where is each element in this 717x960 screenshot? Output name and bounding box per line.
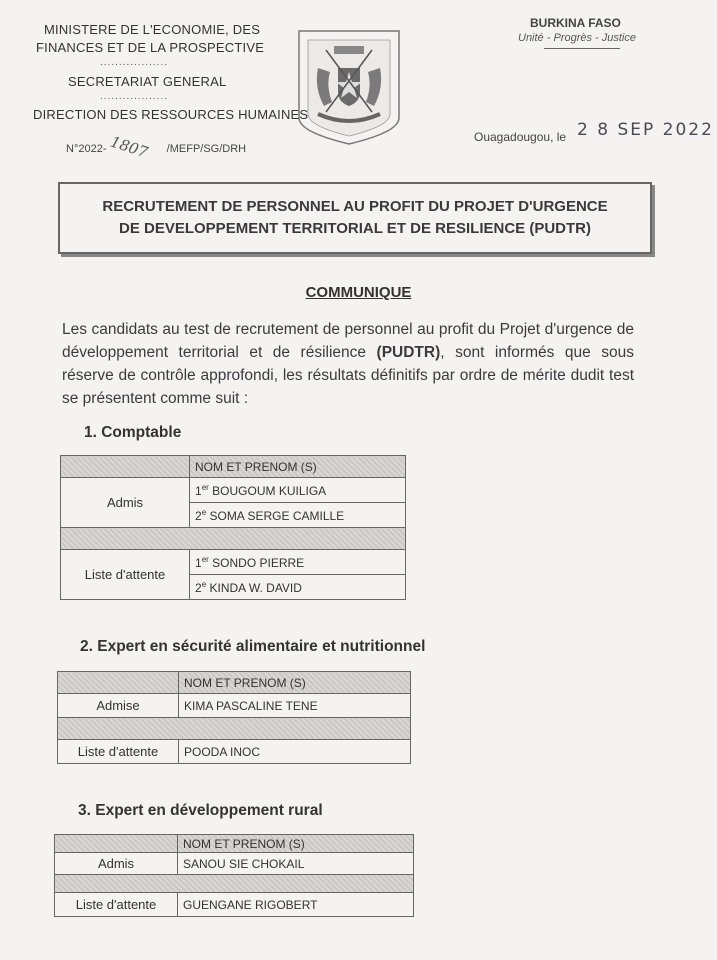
table-separator-row	[55, 875, 414, 893]
table-separator-row	[61, 528, 406, 550]
ref-prefix: N°2022-	[66, 143, 107, 155]
secretariat-label: SECRETARIAT GENERAL	[68, 74, 227, 89]
ministry-line-2: FINANCES ET DE LA PROSPECTIVE	[36, 40, 265, 55]
results-table	[57, 671, 411, 764]
rank-suffix: er	[201, 482, 209, 492]
table-header-blank	[61, 456, 190, 478]
country-name: BURKINA FASO	[530, 16, 621, 30]
candidate-row	[190, 550, 406, 575]
intro-text-2: , sont informés que sous réserve de contrôle approfondi, les résultats définitifs par ordre de mérite dudit test se présentent comme suit :	[62, 344, 634, 407]
rank-suffix: e	[201, 579, 207, 589]
candidate-name: SOMA SERGE CAMILLE	[206, 508, 345, 523]
category-label: Admise	[58, 694, 179, 718]
candidate-row	[190, 478, 406, 503]
results-table	[60, 455, 406, 600]
candidate-name: SONDO PIERRE	[208, 555, 305, 570]
motto: Unité - Progrès - Justice	[518, 32, 636, 44]
separator-dots: ..................	[100, 91, 169, 102]
rank-suffix: e	[201, 507, 207, 517]
column-header: NOM ET PRENOM (S)	[190, 456, 406, 478]
candidate-rank: 1	[195, 483, 202, 498]
table-header-blank	[58, 672, 179, 694]
category-label: Admis	[55, 853, 178, 875]
candidate-name: KIMA PASCALINE TENE	[179, 694, 411, 718]
candidate-row	[190, 503, 406, 528]
candidate-name: BOUGOUM KUILIGA	[208, 483, 327, 498]
category-label: Liste d'attente	[55, 893, 178, 917]
column-header: NOM ET PRENOM (S)	[179, 672, 411, 694]
candidate-name: GUENGANE RIGOBERT	[178, 893, 414, 917]
section-title: 1. Comptable	[84, 424, 182, 441]
table-header-blank	[55, 835, 178, 853]
candidate-name: KINDA W. DAVID	[206, 580, 302, 595]
category-label: Admis	[61, 478, 190, 528]
separator-dots: ..................	[100, 57, 169, 68]
section-title: 2. Expert en sécurité alimentaire et nutritionnel	[80, 638, 426, 655]
communique-heading: COMMUNIQUE	[305, 284, 412, 301]
section-title: 3. Expert en développement rural	[78, 802, 323, 819]
title-line-2: DE DEVELOPPEMENT TERRITORIAL ET DE RESILIENCE (PUDTR)	[119, 220, 591, 237]
coat-of-arms	[296, 28, 402, 146]
table-separator-row	[58, 718, 411, 740]
candidate-name: POODA INOC	[179, 740, 411, 764]
intro-acronym: (PUDTR)	[376, 344, 441, 361]
rank-suffix: er	[201, 554, 209, 564]
results-table	[54, 834, 414, 917]
ref-suffix: /MEFP/SG/DRH	[166, 143, 247, 155]
intro-paragraph	[62, 318, 634, 410]
candidate-row	[190, 575, 406, 600]
candidate-rank: 2	[195, 508, 202, 523]
ministry-line-1: MINISTERE DE L'ECONOMIE, DES	[44, 22, 261, 37]
date-stamp: 2 8 SEP 2022	[577, 120, 714, 140]
candidate-rank: 1	[195, 555, 202, 570]
motto-underline	[544, 48, 620, 49]
category-label: Liste d'attente	[58, 740, 179, 764]
direction-label: DIRECTION DES RESSOURCES HUMAINES	[33, 107, 309, 122]
reference-number	[66, 132, 247, 162]
candidate-name: SANOU SIE CHOKAIL	[178, 853, 414, 875]
title-line-1: RECRUTEMENT DE PERSONNEL AU PROFIT DU PROJET D'URGENCE	[102, 198, 608, 215]
category-label: Liste d'attente	[61, 550, 190, 600]
intro-text-1: Les candidats au test de recrutement de personnel au profit du Projet d'urgence de développement territorial et de résilience	[62, 321, 634, 361]
title-box	[58, 182, 652, 254]
candidate-rank: 2	[195, 580, 202, 595]
date-place: Ouagadougou, le	[474, 130, 567, 144]
column-header: NOM ET PRENOM (S)	[178, 835, 414, 853]
ref-handwritten: 1807	[108, 132, 151, 162]
